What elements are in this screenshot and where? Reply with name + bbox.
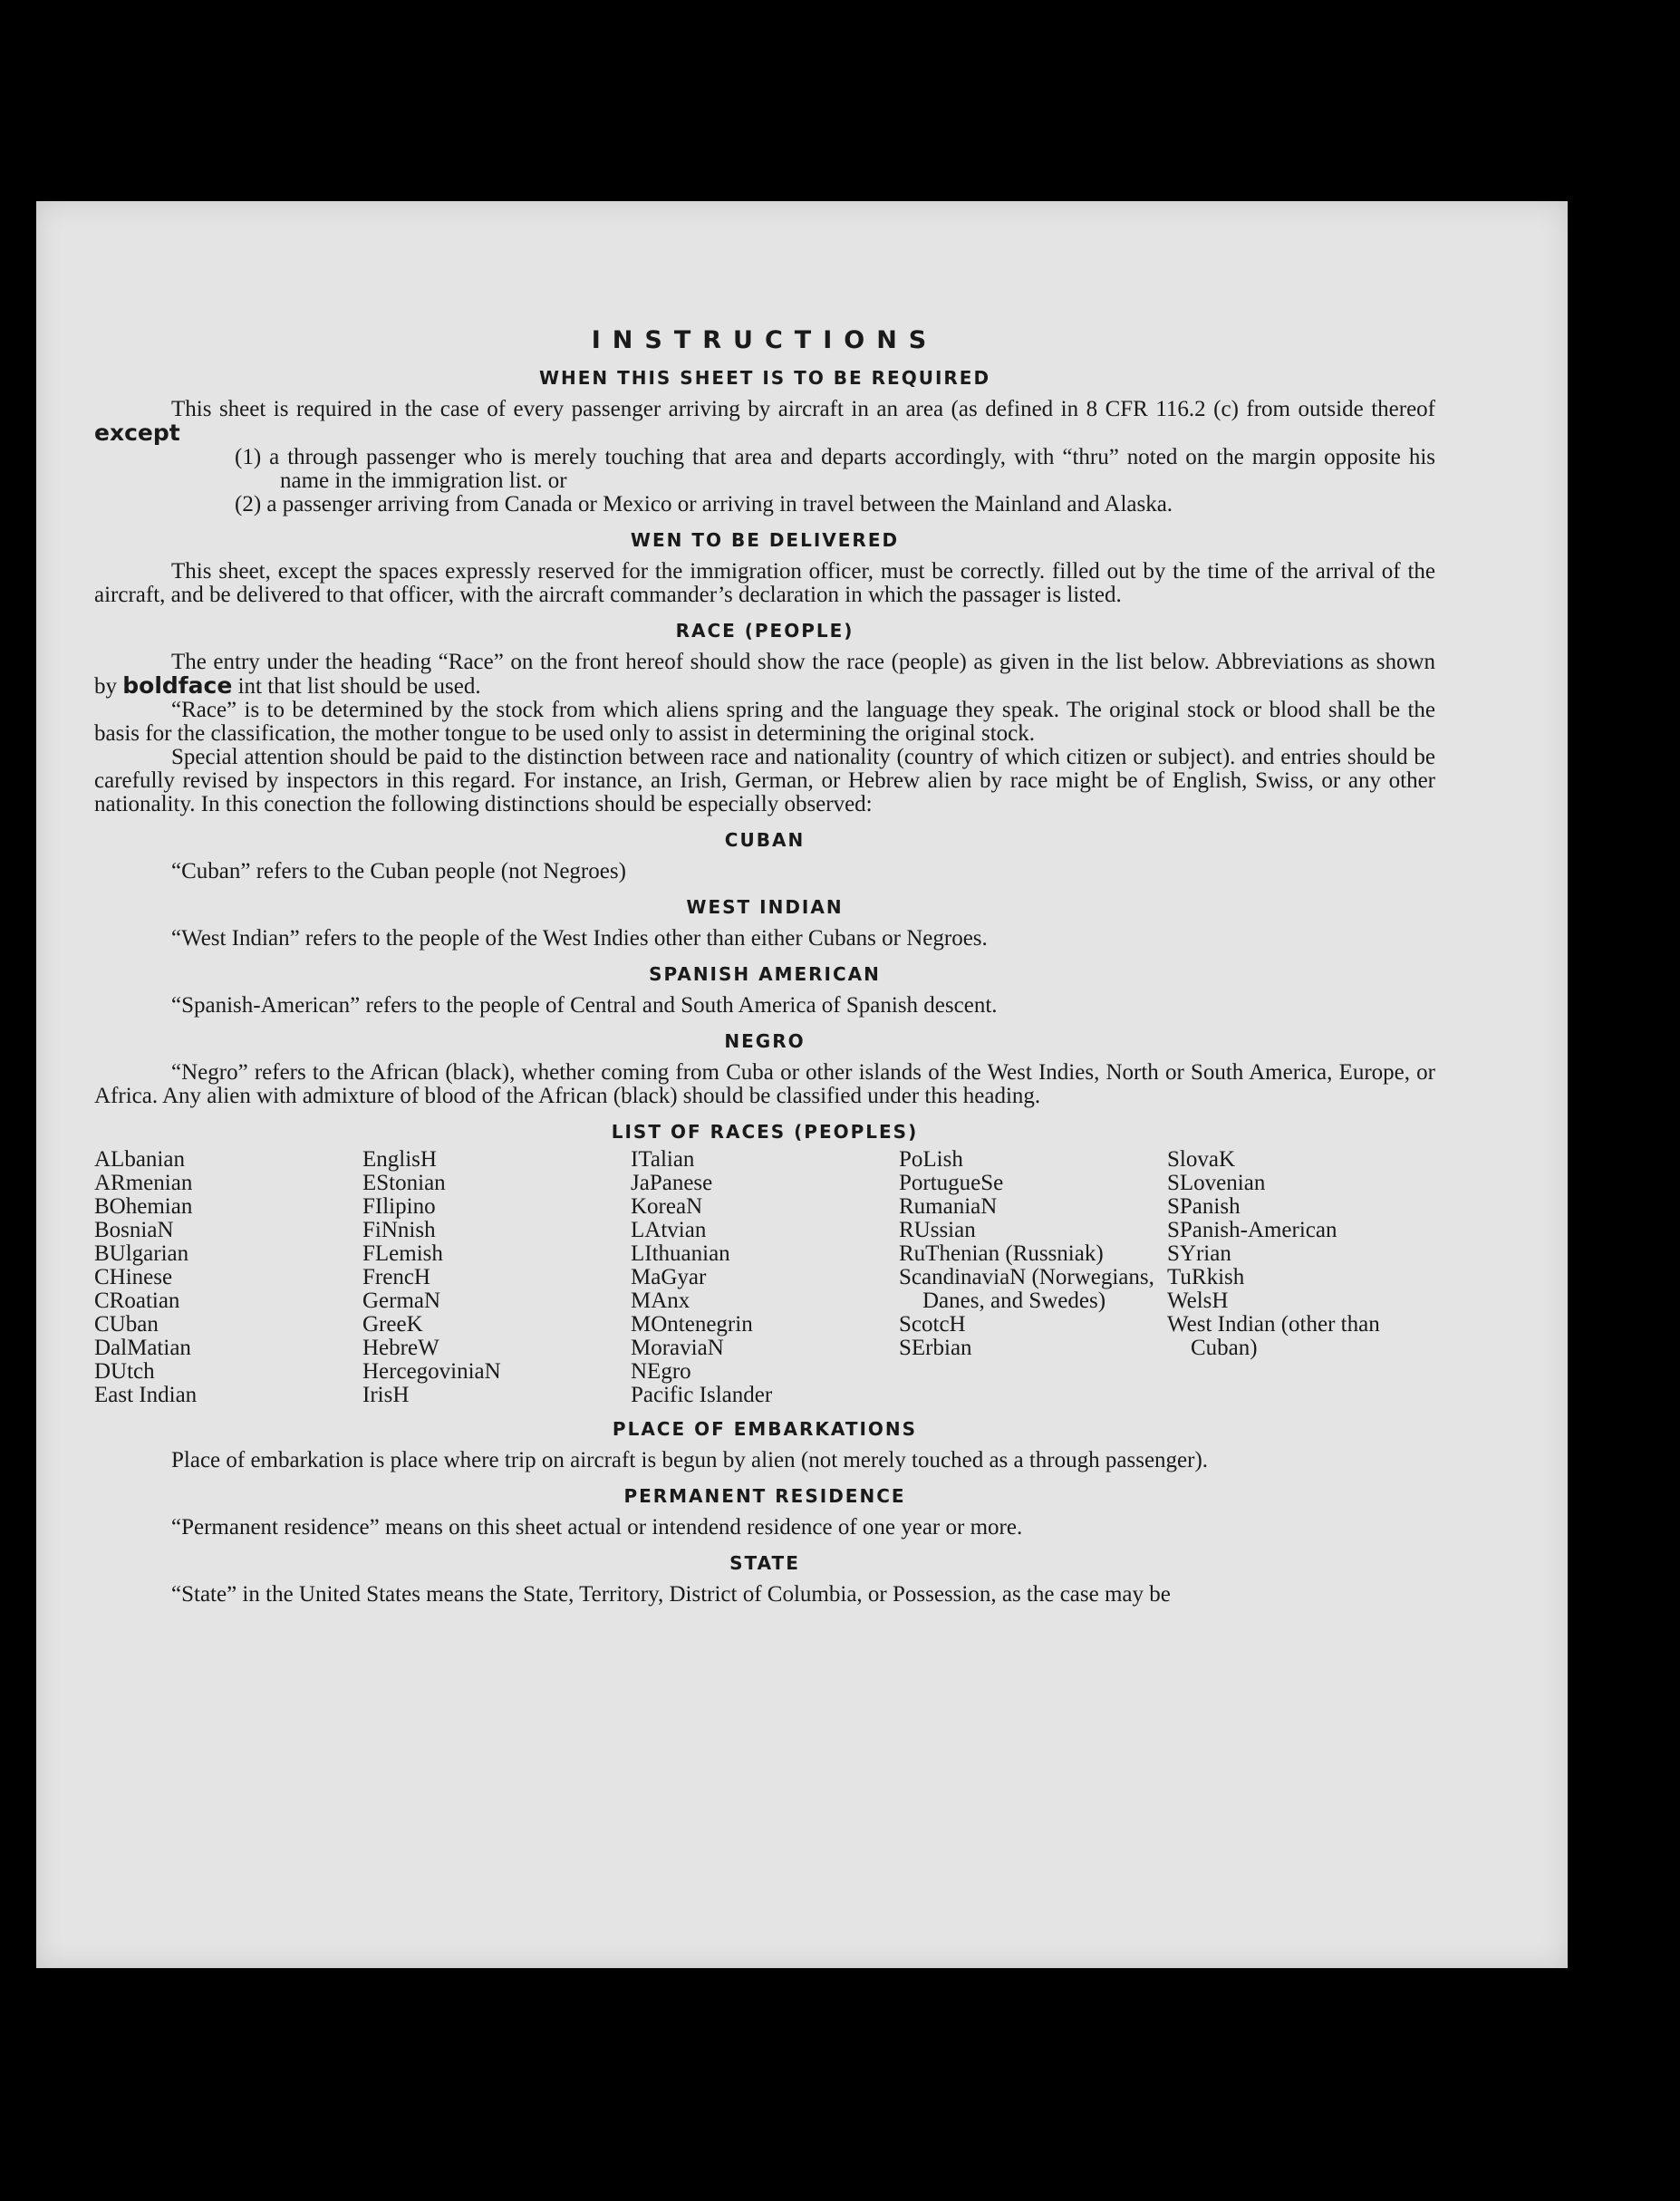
races-list: [94, 1148, 1435, 1407]
race-entry: EnglisH: [362, 1147, 437, 1172]
section-required: [94, 398, 1435, 516]
required-item-1: (1) a through passenger who is merely touching that area and departs accordingly, with “thru” noted on the margin opposite his name in the immigration list. or: [235, 445, 1435, 493]
section-embarkation: [94, 1449, 1435, 1472]
except-bold: except: [94, 420, 180, 446]
races-column-3: [631, 1148, 899, 1407]
race-entry: SYrian: [1167, 1241, 1231, 1266]
race-entry: East Indian: [94, 1383, 198, 1407]
race-entry: JaPanese: [631, 1171, 713, 1195]
spanish-american-text: “Spanish-American” refers to the people of Central and South America of Spanish descent.: [171, 993, 998, 1018]
race-entry: DUtch: [94, 1359, 155, 1384]
race-entry: DalMatian: [94, 1336, 191, 1360]
heading-delivered: WEN TO BE DELIVERED: [630, 529, 900, 551]
race-entry: SErbian: [899, 1336, 972, 1360]
heading-negro: NEGRO: [724, 1030, 806, 1052]
race-entry: West Indian (other than Cuban): [1167, 1312, 1380, 1360]
section-negro: [94, 1061, 1435, 1108]
race-entry: IrisH: [362, 1383, 410, 1407]
heading-state: STATE: [729, 1552, 800, 1574]
race-entry: ScotcH: [899, 1312, 966, 1337]
race-entry: MoraviaN: [631, 1336, 724, 1360]
required-item-2: (2) a passenger arriving from Canada or Mexico or arriving in travel between the Mainland and Alaska.: [235, 492, 1173, 516]
heading-race: RACE (PEOPLE): [675, 620, 854, 642]
race-entry: ARmenian: [94, 1171, 193, 1195]
section-residence: [94, 1516, 1435, 1540]
section-spanish-american: [94, 994, 1435, 1018]
section-cuban: [94, 860, 1435, 883]
race-entry: ITalian: [631, 1147, 695, 1172]
heading-embarkation: PLACE OF EMBARKATIONS: [612, 1418, 918, 1440]
boldface-bold: boldface: [122, 672, 233, 699]
section-state: [94, 1583, 1435, 1607]
race-entry: LIthuanian: [631, 1241, 730, 1266]
race-entry: HebreW: [362, 1336, 439, 1360]
residence-text: “Permanent residence” means on this sheet actual or intendend residence of one year or more.: [171, 1515, 1023, 1540]
race-entry: PortugueSe: [899, 1171, 1004, 1195]
race-entry: SlovaK: [1167, 1147, 1235, 1172]
race-entry: RuThenian (Russniak): [899, 1241, 1104, 1266]
race-p3: Special attention should be paid to the distinction between race and nationality (country of which citizen or subject). and entries should be carefully revised by inspectors in this regard. For instance, an Irish, German, or Hebrew alien by race might be of English, Swiss, or any other nationality. In this conection the following distinctions should be especially observed:: [94, 745, 1435, 816]
state-text: “State” in the United States means the State, Territory, District of Columbia, or Possession, as the case may be: [171, 1582, 1171, 1607]
embarkation-text: Place of embarkation is place where trip on aircraft is begun by alien (not merely touched as a through passenger).: [171, 1448, 1209, 1472]
race-entry: MAnx: [631, 1289, 690, 1313]
negro-text: “Negro” refers to the African (black), whether coming from Cuba or other islands of the West Indies, North or South America, Europe, or Africa. Any alien with admixture of blood of the African (black) should be classified under this heading.: [94, 1060, 1435, 1108]
race-entry: PoLish: [899, 1147, 963, 1172]
heading-cuban: CUBAN: [724, 829, 806, 851]
race-entry: NEgro: [631, 1359, 691, 1384]
race-entry: RumaniaN: [899, 1194, 998, 1219]
race-entry: SPanish-American: [1167, 1218, 1337, 1242]
race-entry: FLemish: [362, 1241, 443, 1266]
race-entry: BOhemian: [94, 1194, 193, 1219]
race-entry: Pacific Islander: [631, 1383, 773, 1407]
race-entry: CRoatian: [94, 1289, 180, 1313]
races-column-2: [362, 1148, 631, 1407]
race-entry: CHinese: [94, 1265, 173, 1289]
race-entry: SLovenian: [1167, 1171, 1266, 1195]
page-title: INSTRUCTIONS: [591, 326, 939, 354]
races-column-1: [94, 1148, 362, 1407]
race-entry: MaGyar: [631, 1265, 707, 1289]
race-entry: ScandinaviaN (Norwegians, Danes, and Swedes): [899, 1265, 1154, 1313]
race-entry: ALbanian: [94, 1147, 185, 1172]
race-entry: LAtvian: [631, 1218, 707, 1242]
heading-spanish-american: SPANISH AMERICAN: [649, 963, 881, 985]
race-entry: MOntenegrin: [631, 1312, 753, 1337]
race-entry: FrencH: [362, 1265, 430, 1289]
section-delivered: [94, 560, 1435, 607]
heading-west-indian: WEST INDIAN: [686, 896, 844, 918]
cuban-text: “Cuban” refers to the Cuban people (not Negroes): [171, 859, 626, 883]
races-column-4: [899, 1148, 1167, 1407]
section-race: [94, 651, 1435, 816]
race-entry: GermaN: [362, 1289, 441, 1313]
instructions-content: [94, 326, 1435, 1619]
race-p2: “Race” is to be determined by the stock from which aliens spring and the language they speak. The original stock or blood shall be the basis for the classification, the mother tongue to be used only to assist in determining the original stock.: [94, 698, 1435, 746]
heading-required: WHEN THIS SHEET IS TO BE REQUIRED: [538, 367, 991, 389]
race-entry: HercegoviniaN: [362, 1359, 501, 1384]
race-entry: FiNnish: [362, 1218, 436, 1242]
document-sheet: [36, 201, 1568, 1968]
race-entry: CUban: [94, 1312, 159, 1337]
race-entry: SPanish: [1167, 1194, 1241, 1219]
race-entry: KoreaN: [631, 1194, 703, 1219]
heading-list-of-races: LIST OF RACES (PEOPLES): [611, 1121, 919, 1143]
race-entry: RUssian: [899, 1218, 976, 1242]
race-entry: GreeK: [362, 1312, 423, 1337]
race-p1: The entry under the heading “Race” on the front hereof should show the race (people) as given in the list below. Abbreviations as shown by boldface int that list should be used.: [94, 650, 1435, 699]
race-entry: TuRkish: [1167, 1265, 1245, 1289]
west-indian-text: “West Indian” refers to the people of the West Indies other than either Cubans or Negroes.: [171, 926, 988, 951]
section-west-indian: [94, 927, 1435, 951]
race-entry: WelsH: [1167, 1289, 1229, 1313]
heading-residence: PERMANENT RESIDENCE: [623, 1485, 906, 1507]
races-column-5: [1167, 1148, 1435, 1407]
race-entry: BUlgarian: [94, 1241, 189, 1266]
race-entry: FIlipino: [362, 1194, 436, 1219]
race-entry: BosniaN: [94, 1218, 174, 1242]
delivered-text: This sheet, except the spaces expressly reserved for the immigration officer, must be correctly. filled out by the time of the arrival of the aircraft, and be delivered to that officer, with the aircraft commander’s declaration in which the passager is listed.: [94, 559, 1435, 607]
race-entry: EStonian: [362, 1171, 446, 1195]
required-intro: This sheet is required in the case of every passenger arriving by aircraft in an area (as defined in 8 CFR 116.2 (c) from outside thereof except: [94, 397, 1435, 446]
